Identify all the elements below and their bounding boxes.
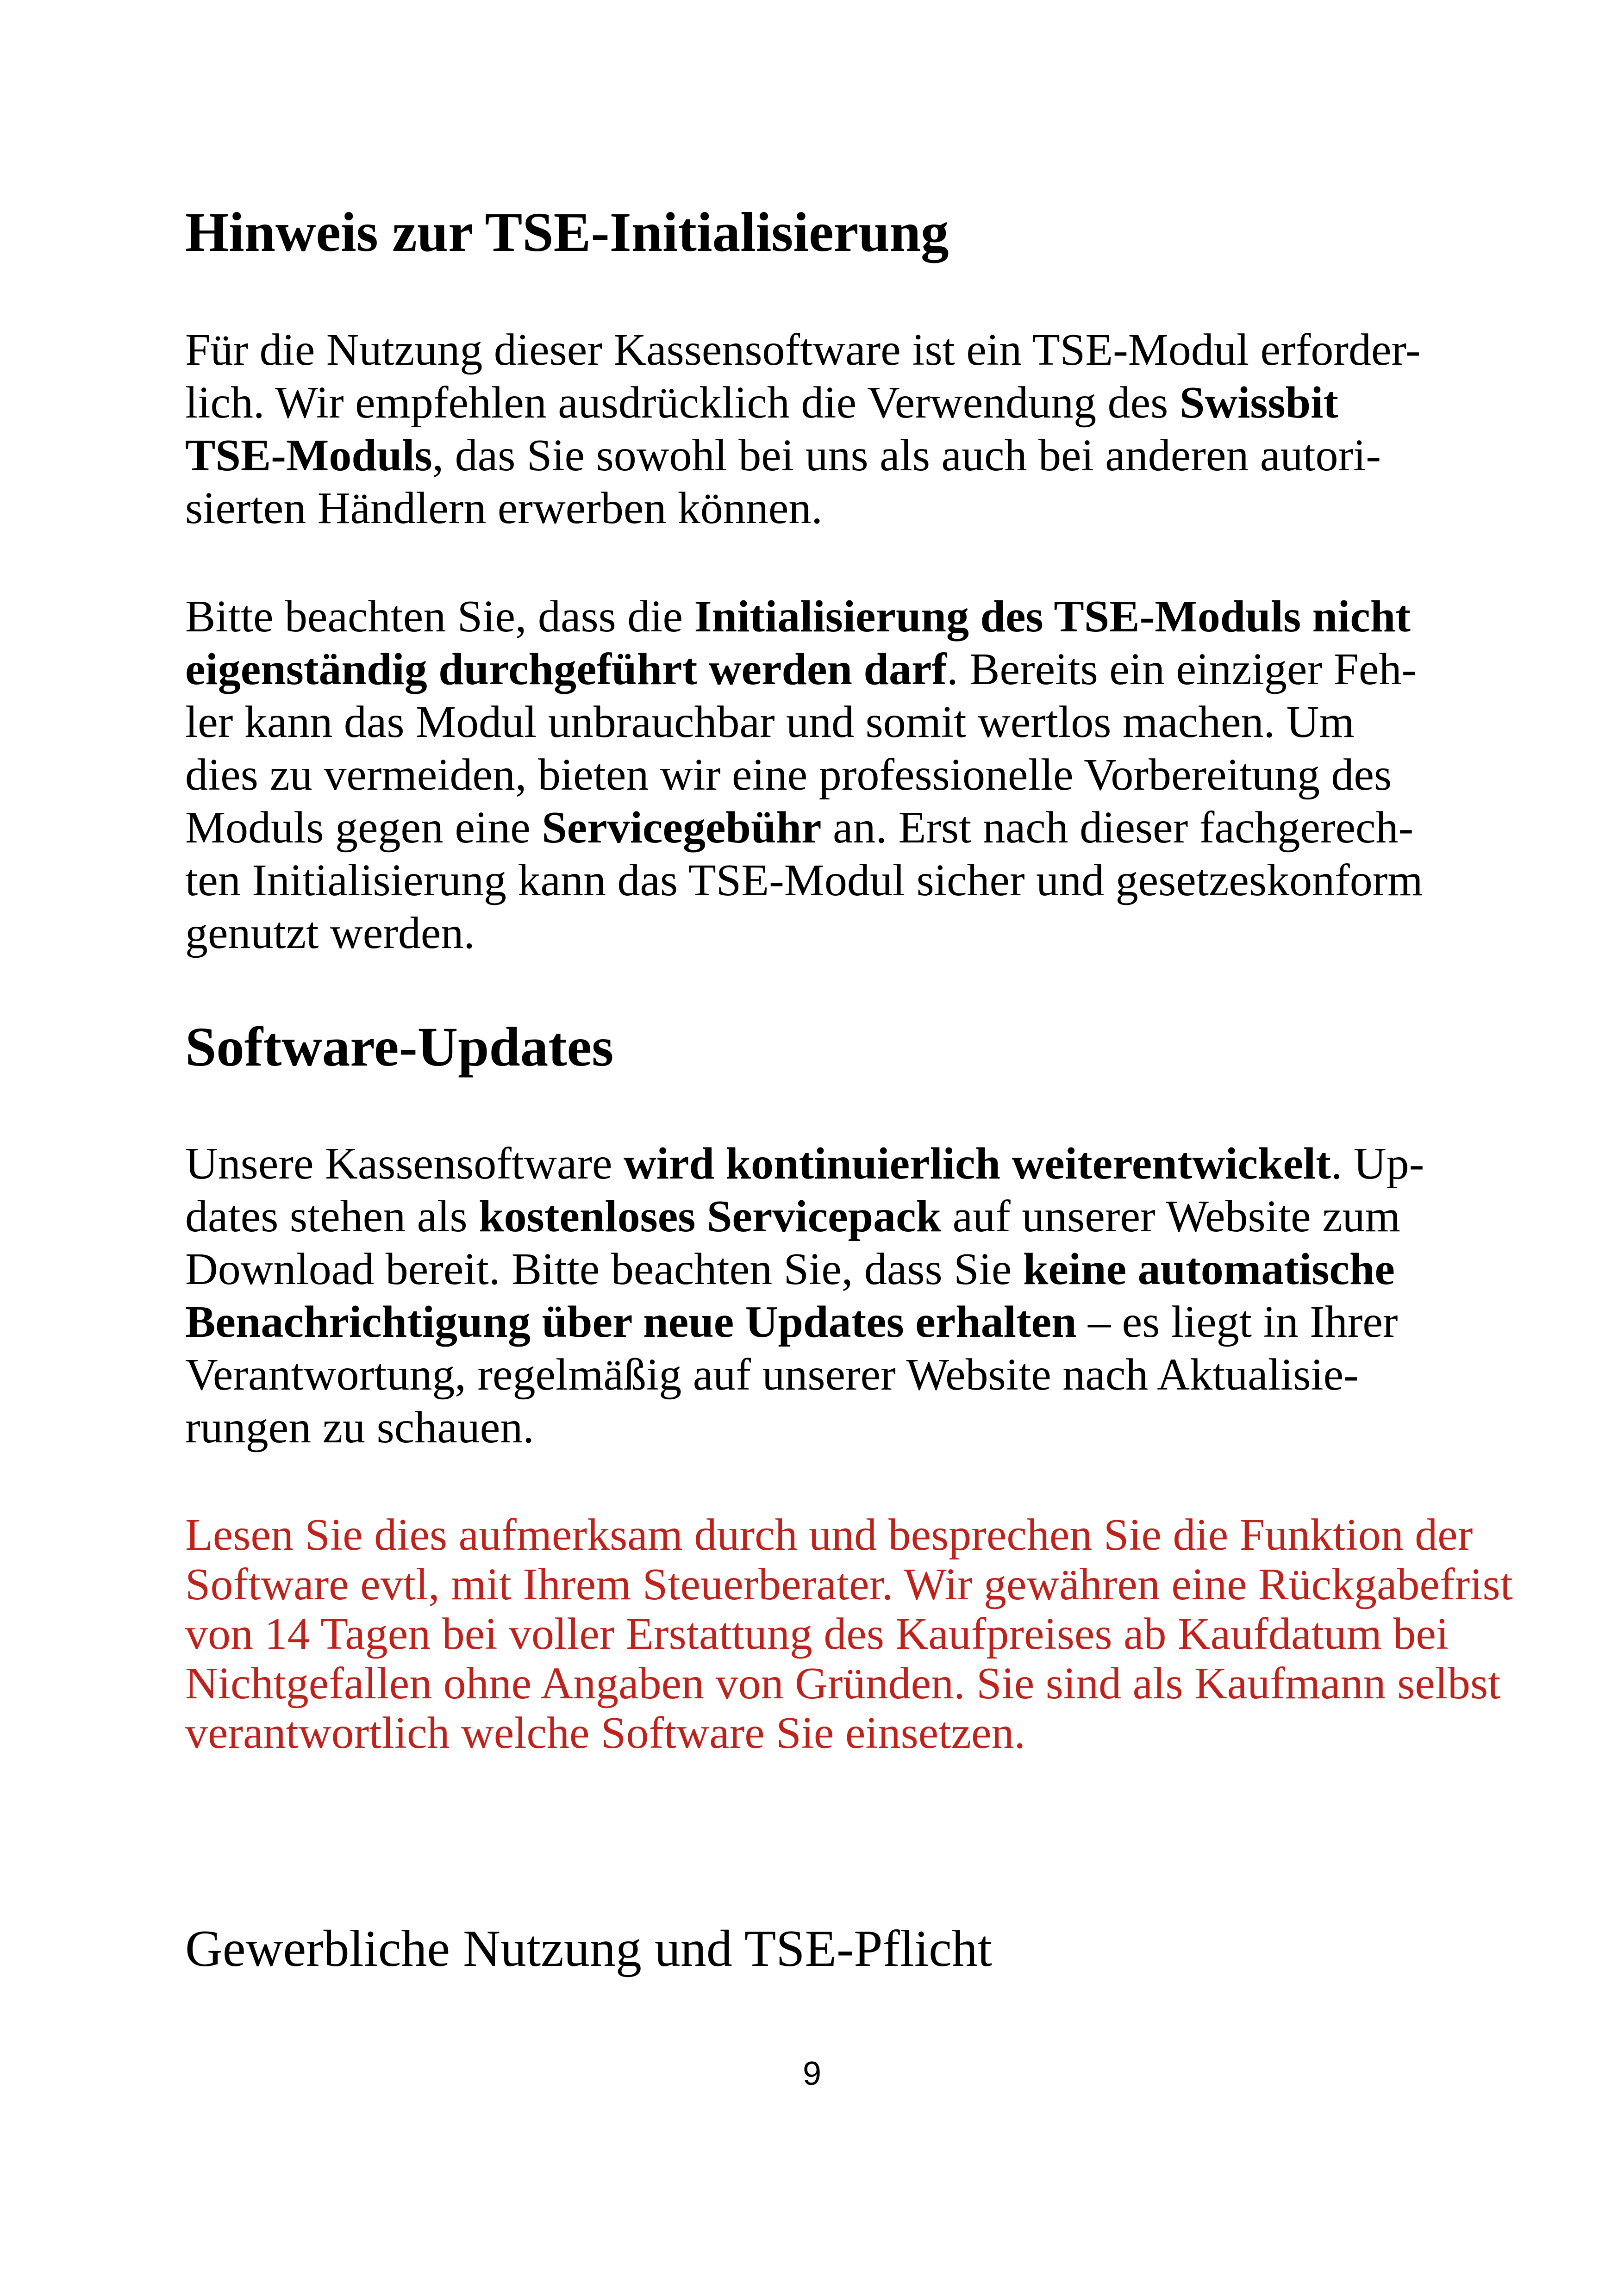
text-line: sierten Händlern erwerben können. — [185, 483, 823, 533]
paragraph-software-updates — [185, 1137, 1424, 1454]
text-line: Unsere Kassensoftware wird kontinuierlich weiterentwickelt. Up- — [185, 1139, 1424, 1189]
heading-software-updates: Software-Updates — [185, 1016, 614, 1078]
text-line: TSE-Moduls, das Sie sowohl bei uns als auch bei anderen autori- — [185, 430, 1381, 480]
text-line: verantwortlich welche Software Sie einsetzen. — [185, 1708, 1026, 1758]
text-line: rungen zu schauen. — [185, 1403, 534, 1453]
text-line: Download bereit. Bitte beachten Sie, dass Sie keine automatische — [185, 1244, 1395, 1294]
text-line: Benachrichtigung über neue Updates erhalten – es liegt in Ihrer — [185, 1297, 1398, 1347]
text-line: eigenständig durchgeführt werden darf. Bereits ein einziger Feh- — [185, 644, 1417, 694]
text-line: Verantwortung, regelmäßig auf unserer Website nach Aktualisie- — [185, 1350, 1359, 1400]
paragraph-initialisierung-warnung — [185, 590, 1423, 960]
text-line: Software evtl, mit Ihrem Steuerberater. Wir gewähren eine Rückgabefrist — [185, 1559, 1513, 1609]
heading-tse-initialisierung: Hinweis zur TSE-Initialisierung — [185, 201, 949, 263]
text-line: ler kann das Modul unbrauchbar und somit wertlos machen. Um — [185, 697, 1355, 747]
heading-gewerbliche-nutzung: Gewerbliche Nutzung und TSE-Pflicht — [185, 1920, 992, 1977]
text-line: Für die Nutzung dieser Kassensoftware ist ein TSE-Modul erforder- — [185, 325, 1421, 375]
text-line: Moduls gegen eine Servicegebühr an. Erst nach dieser fachgerech- — [185, 803, 1414, 853]
text-line: ten Initialisierung kann das TSE-Modul sicher und gesetzeskonform — [185, 855, 1423, 905]
text-line: von 14 Tagen bei voller Erstattung des Kaufpreises ab Kaufdatum bei — [185, 1609, 1449, 1659]
text-line: genutzt werden. — [185, 908, 475, 958]
text-line: Bitte beachten Sie, dass die Initialisierung des TSE-Moduls nicht — [185, 592, 1411, 642]
paragraph-warning-red — [185, 1510, 1513, 1758]
text-line: dates stehen als kostenloses Servicepack auf unserer Website zum — [185, 1191, 1400, 1241]
text-line: Lesen Sie dies aufmerksam durch und besprechen Sie die Funktion der — [185, 1510, 1473, 1560]
text-line: dies zu vermeiden, bieten wir eine professionelle Vorbereitung des — [185, 750, 1392, 800]
page-number: 9 — [802, 2055, 822, 2092]
paragraph-tse-requirement — [185, 324, 1421, 535]
text-line: lich. Wir empfehlen ausdrücklich die Verwendung des Swissbit — [185, 378, 1338, 428]
text-line: Nichtgefallen ohne Angaben von Gründen. Sie sind als Kaufmann selbst — [185, 1659, 1501, 1709]
